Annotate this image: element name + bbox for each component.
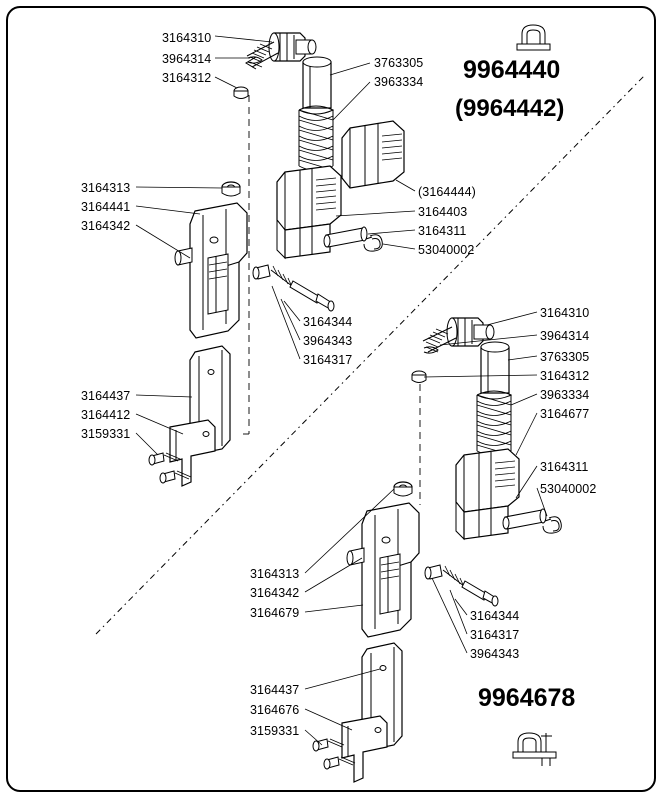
part-3763305-rod-bottom [481,342,509,393]
part-label-3963334-bottom: 3963334 [540,388,590,402]
part-label-3164344-top: 3164344 [303,315,353,329]
part-3763305-rod-top [303,57,331,108]
part-label-3164441: 3164441 [81,200,131,214]
part-label-3763305-top: 3763305 [374,56,424,70]
part-label-3164676: 3164676 [250,703,300,717]
part-label-3164313-top: 3164313 [81,181,131,195]
part-label-3964314-top: 3964314 [162,52,212,66]
part-3164310-top [269,33,316,61]
part-label-3164403: 3164403 [418,205,468,219]
part-label-3164342-top: 3164342 [81,219,131,233]
clamp-bolt-icon [513,733,556,766]
part-label-3164310-top: 3164310 [162,31,212,45]
part-label-3159331-bottom: 3159331 [250,724,300,738]
part-label-3964343-bottom: 3964343 [470,647,520,661]
part-label-3964314-bottom: 3964314 [540,329,590,343]
part-label-3164312-top: 3164312 [162,71,212,85]
part-label-3164437-bottom: 3164437 [250,683,300,697]
part-3164312-cap [234,87,248,99]
part-label-3159331-top: 3159331 [81,427,131,441]
part-3164311-pin-bottom [503,509,546,529]
part-3164344-screw-bottom [425,565,498,606]
part-label-3164311-top: 3164311 [418,224,467,238]
part-label-3164312-bottom: 3164312 [540,369,590,383]
part-label-3164342-bottom: 3164342 [250,586,300,600]
part-label-3164412: 3164412 [81,408,131,422]
part-3164412-bracket-top [170,420,215,486]
part-3164444-bracket-alt [342,121,404,188]
part-label-53040002-top: 53040002 [418,243,475,257]
part-3963334-coil-bottom [477,391,511,456]
part-3164676-bracket-bottom [342,716,387,782]
part-label-3164313-bottom: 3164313 [250,567,300,581]
leader-lines-top [136,36,415,455]
part-label-3963334-top: 3963334 [374,75,424,89]
part-label-3164317-top: 3164317 [303,353,353,367]
part-3164344-screw-top [253,265,334,311]
part-3164313-washer-top [222,182,240,196]
part-label-3164317-bottom: 3164317 [470,628,520,642]
part-label-3164677: 3164677 [540,407,590,421]
part-label-3964343-top: 3964343 [303,334,353,348]
part-label-53040002-bottom: 53040002 [540,482,597,496]
clamp-icon [517,25,550,50]
part-3164441-yoke [175,203,247,338]
part-3164313-washer-bottom [394,482,412,496]
part-label-3164437-top: 3164437 [81,389,131,403]
part-label-3164444: (3164444) [418,185,476,199]
part-label-3763305-bottom: 3763305 [540,350,590,364]
part-3963334-coil-top [299,106,333,171]
part-label-3164344-bottom: 3164344 [470,609,520,623]
part-label-3164679: 3164679 [250,606,300,620]
part-3164312-cap-bottom [412,371,426,383]
assembly-title-secondary: 9964678 [478,684,576,712]
assembly-title-main: 9964440 [463,56,561,84]
part-label-3164311-bottom: 3164311 [540,460,589,474]
assembly-title-main-alt: (9964442) [455,95,565,122]
part-label-3164310-bottom: 3164310 [540,306,590,320]
